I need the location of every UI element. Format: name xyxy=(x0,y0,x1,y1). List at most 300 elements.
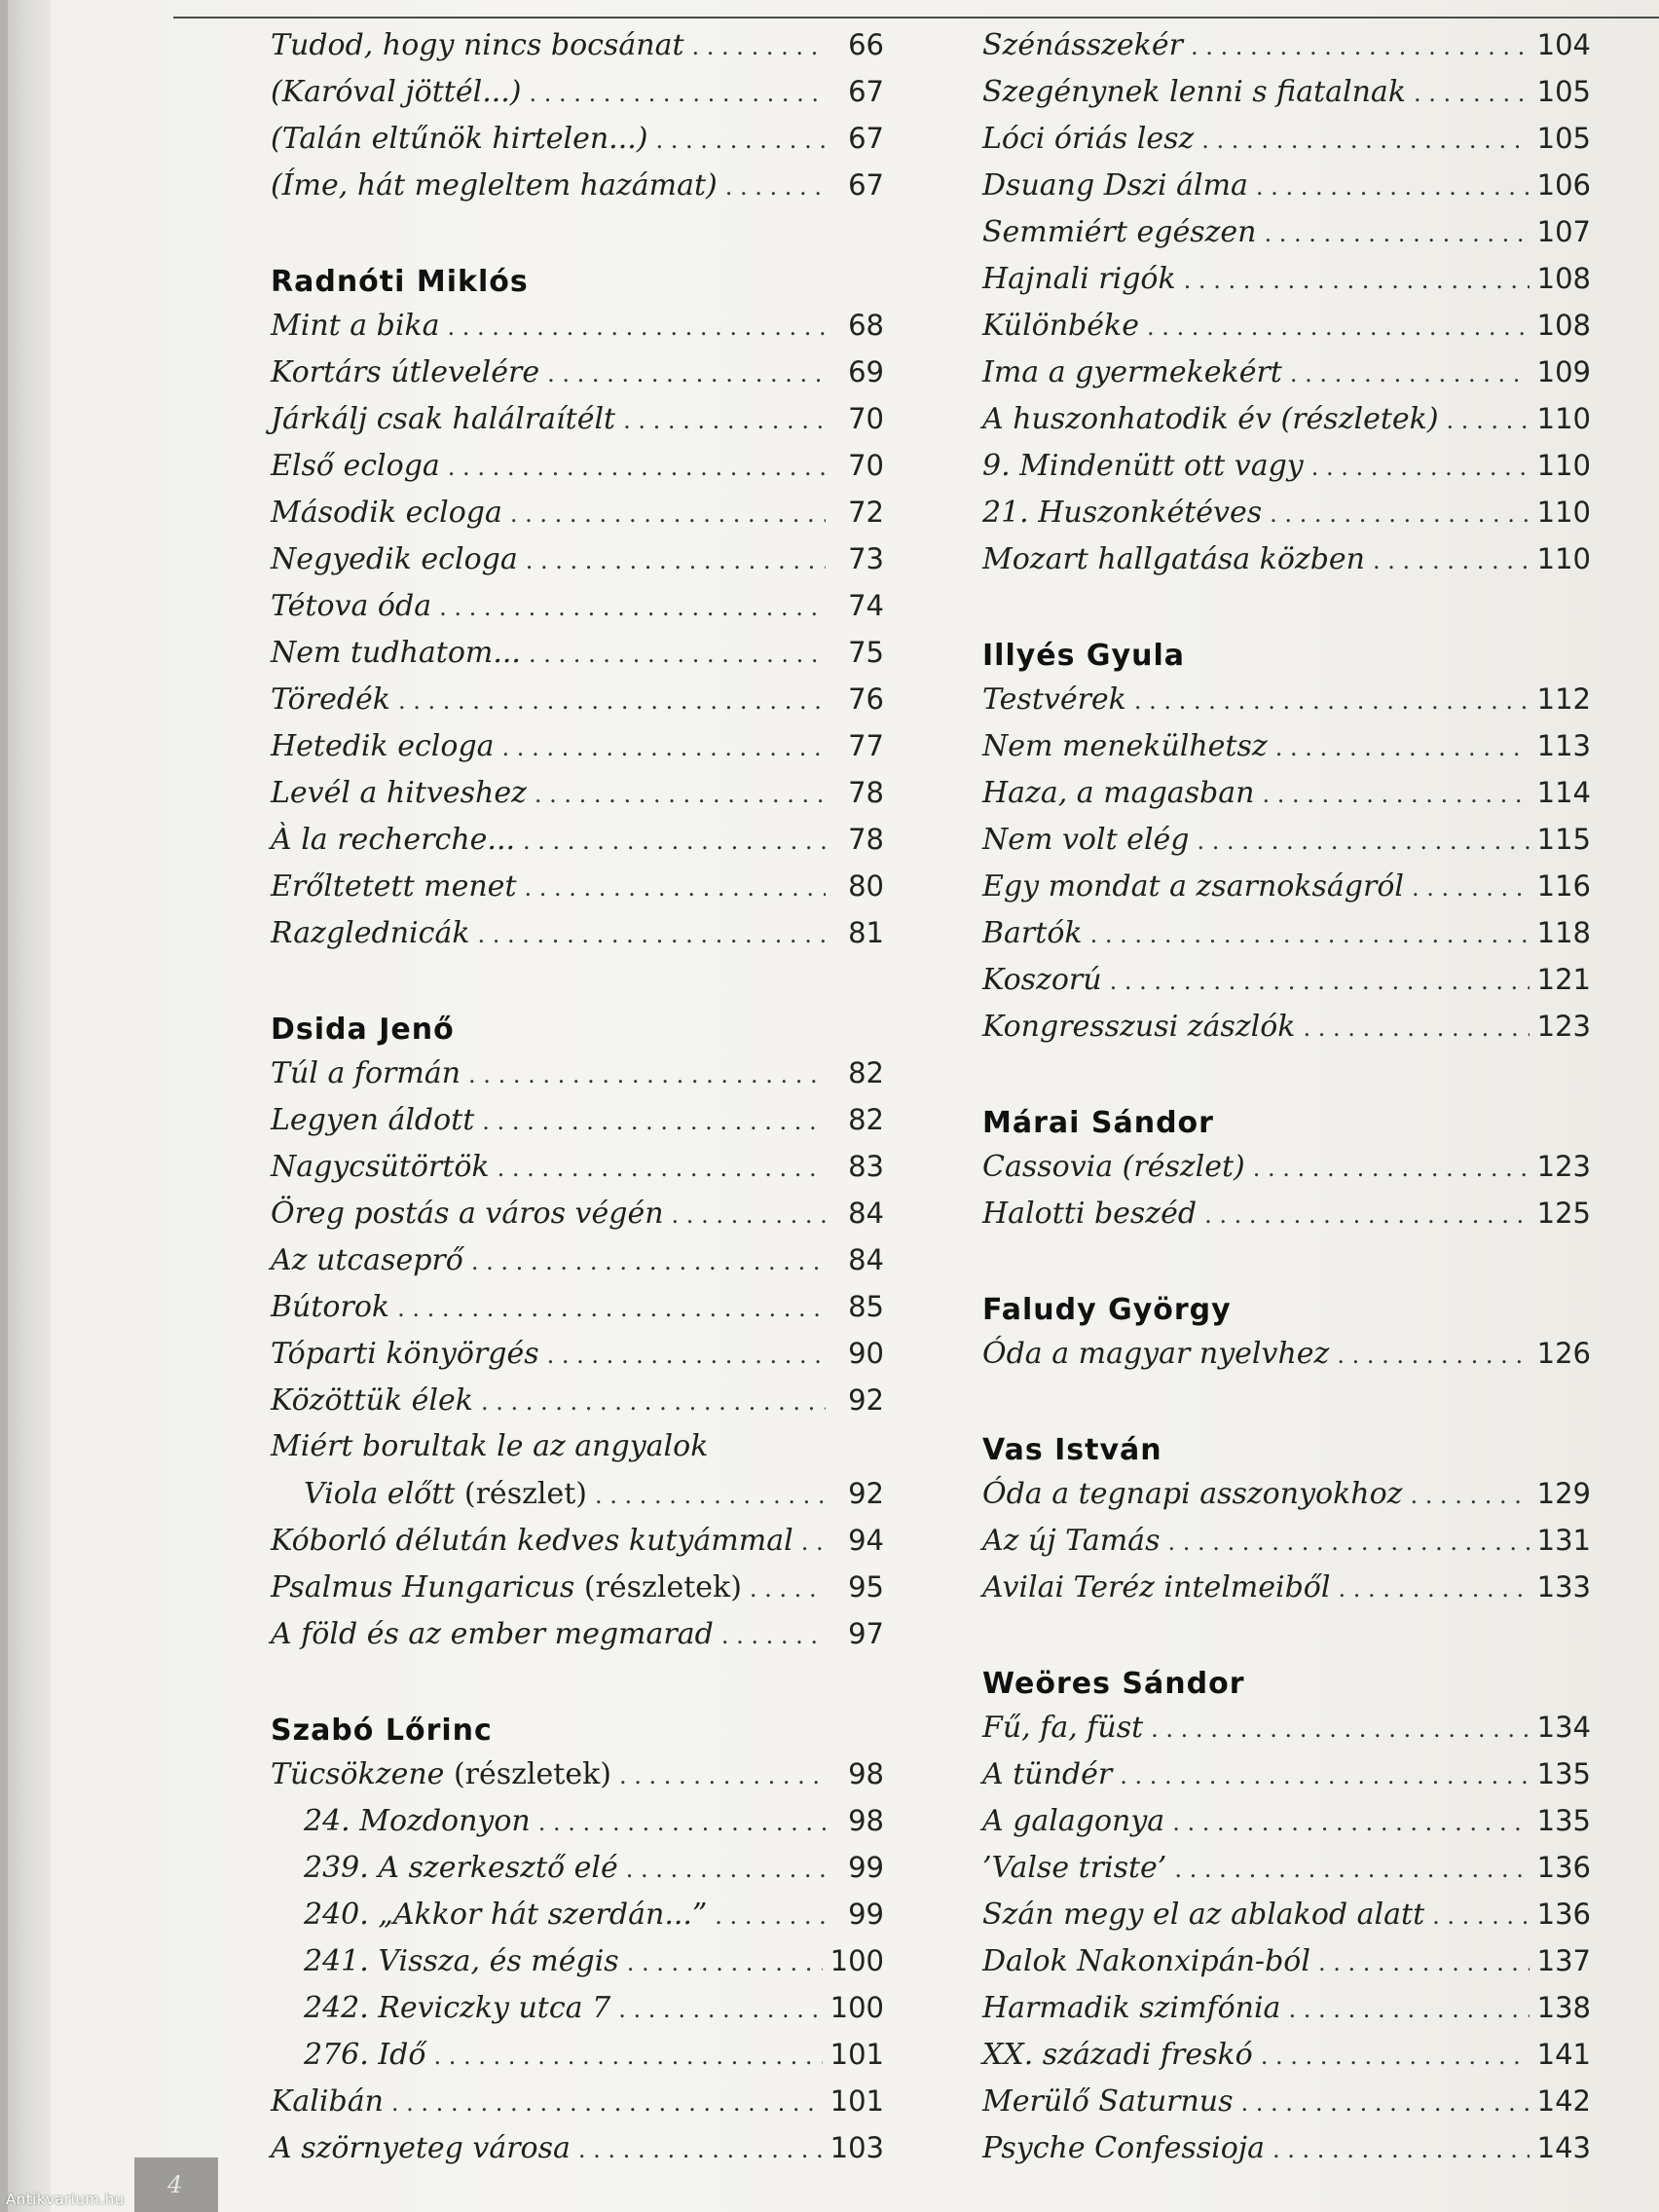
toc-entry xyxy=(982,1984,1591,2031)
dot-leader xyxy=(482,1098,826,1145)
entry-title-text: Nem volt elég xyxy=(982,823,1190,857)
entry-title xyxy=(271,1237,463,1284)
entry-page-number: 136 xyxy=(1536,1898,1591,1931)
entry-title-text: 276. Idő xyxy=(304,2038,426,2072)
toc-entry xyxy=(271,1377,884,1423)
entry-title-text: Avilai Teréz intelmeiből xyxy=(982,1570,1331,1604)
dot-leader xyxy=(1184,257,1530,304)
dot-leader xyxy=(1288,1986,1529,2033)
entry-page-number: 133 xyxy=(1536,1570,1591,1604)
entry-title-text: A szörnyeteg városa xyxy=(271,2131,571,2165)
entry-title-text: Harmadik szimfónia xyxy=(982,1991,1281,2025)
entry-title-text: 241. Vissza, és mégis xyxy=(304,1944,619,1978)
entry-title-text: Psyche Confessioja xyxy=(982,2131,1265,2165)
entry-title-text: Töredék xyxy=(271,682,390,717)
entry-title-text: Szán megy el az ablakod alatt xyxy=(982,1898,1425,1932)
entry-title-text: Erőltetett menet xyxy=(271,869,517,903)
dot-leader xyxy=(725,164,826,210)
toc-entry-line xyxy=(271,1423,884,1470)
entry-title-text: Első ecloga xyxy=(271,449,440,483)
entry-title-text: Második ecloga xyxy=(271,496,502,530)
dot-leader xyxy=(1412,865,1530,911)
toc-entry xyxy=(271,2078,884,2124)
entry-page-number: 75 xyxy=(848,636,884,669)
dot-leader xyxy=(1201,117,1529,164)
entry-title-text: Öreg postás a város végén xyxy=(271,1197,664,1231)
entry-page-number: 70 xyxy=(848,449,884,482)
entry-title xyxy=(982,256,1176,303)
entry-title xyxy=(271,443,440,490)
entry-page-number: 134 xyxy=(1536,1711,1591,1744)
toc-entry xyxy=(271,395,884,442)
toc-entry xyxy=(982,1844,1591,1891)
toc-entry xyxy=(982,2078,1591,2124)
toc-entry xyxy=(271,1844,884,1891)
top-rule xyxy=(173,17,1659,18)
entry-title-text: Semmiért egészen xyxy=(982,215,1257,249)
entry-page-number: 123 xyxy=(1536,1150,1591,1183)
entry-title-text: A huszonhatodik év (részletek) xyxy=(982,402,1439,436)
toc-entry xyxy=(271,1470,884,1517)
author-heading: Faludy György xyxy=(982,1293,1232,1327)
entry-title xyxy=(982,1705,1143,1751)
section-gap xyxy=(271,956,884,1003)
toc-entry xyxy=(271,1330,884,1377)
entry-page-number: 84 xyxy=(848,1197,884,1230)
entry-title-text: Tudod, hogy nincs bocsánat xyxy=(271,28,684,62)
toc-entry xyxy=(982,863,1591,909)
dot-leader xyxy=(619,1752,826,1799)
section-gap xyxy=(982,1050,1591,1096)
toc-entry xyxy=(982,1003,1591,1050)
entry-title-text: Koszorú xyxy=(982,963,1102,997)
dot-leader xyxy=(468,1051,826,1098)
dot-leader xyxy=(595,1472,826,1519)
dot-leader xyxy=(578,2126,823,2173)
entry-title xyxy=(271,1191,664,1237)
entry-page-number: 77 xyxy=(848,729,884,762)
entry-page-number: 68 xyxy=(848,309,884,342)
entry-title-text: Viola előtt xyxy=(304,1477,456,1511)
dot-leader xyxy=(538,1799,826,1846)
entry-title xyxy=(271,677,390,723)
toc-entry xyxy=(271,1751,884,1797)
entry-page-number: 103 xyxy=(830,2131,884,2164)
entry-page-number: 98 xyxy=(848,1757,884,1790)
toc-entry xyxy=(271,1236,884,1283)
entry-title xyxy=(982,1985,1280,2032)
entry-page-number: 109 xyxy=(1536,355,1591,388)
dot-leader xyxy=(1151,1706,1529,1752)
toc-entry xyxy=(271,1564,884,1610)
entry-title xyxy=(982,957,1102,1004)
toc-entry xyxy=(982,1143,1591,1190)
toc-entry xyxy=(271,1797,884,1844)
toc-entry xyxy=(271,1610,884,1657)
toc-entry xyxy=(982,208,1591,255)
toc-entry xyxy=(271,115,884,162)
toc-entry xyxy=(271,162,884,208)
dot-leader xyxy=(481,1379,826,1425)
entry-page-number: 110 xyxy=(1536,449,1591,482)
dot-leader xyxy=(750,1566,826,1612)
toc-entry xyxy=(982,956,1591,1003)
section-gap xyxy=(982,1377,1591,1423)
entry-title xyxy=(982,163,1248,209)
entry-title xyxy=(271,1611,714,1658)
dot-leader xyxy=(391,2080,823,2126)
entry-title xyxy=(271,817,515,864)
entry-title-text: Fű, fa, füst xyxy=(982,1711,1144,1745)
author-heading: Márai Sándor xyxy=(982,1106,1214,1140)
dot-leader xyxy=(1290,350,1530,397)
entry-title xyxy=(982,490,1262,536)
entry-title-text: 21. Huszonkétéves xyxy=(982,496,1263,530)
dot-leader xyxy=(529,631,826,678)
toc-entry xyxy=(982,1190,1591,1236)
entry-page-number: 105 xyxy=(1536,122,1591,155)
entry-title xyxy=(982,22,1183,69)
entry-title-text: Bartók xyxy=(982,916,1083,950)
entry-page-number: 123 xyxy=(1536,1010,1591,1043)
toc-entry xyxy=(271,535,884,582)
dot-leader xyxy=(1262,771,1529,818)
section-gap xyxy=(271,1657,884,1704)
entry-page-number: 131 xyxy=(1536,1524,1591,1557)
entry-title-text: (Talán eltűnök hirtelen...) xyxy=(271,122,648,156)
entry-title-text: A föld és az ember megmarad xyxy=(271,1617,714,1651)
toc-entry xyxy=(271,302,884,349)
dot-leader xyxy=(1147,304,1530,350)
toc-entry xyxy=(271,1190,884,1236)
dot-leader xyxy=(1120,1752,1529,1799)
entry-page-number: 76 xyxy=(848,682,884,716)
entry-title-text: Mozart hallgatása közben xyxy=(982,542,1365,576)
entry-page-number: 98 xyxy=(848,1804,884,1837)
dot-leader xyxy=(1090,911,1530,958)
entry-title xyxy=(271,864,517,910)
dot-leader xyxy=(672,1192,826,1238)
toc-entry xyxy=(271,629,884,676)
toc-entry xyxy=(982,1564,1591,1610)
dot-leader xyxy=(1172,1799,1529,1846)
entry-page-number: 83 xyxy=(848,1150,884,1183)
entry-title xyxy=(271,630,521,677)
entry-page-number: 110 xyxy=(1536,542,1591,575)
toc-entry xyxy=(271,676,884,722)
dot-leader xyxy=(397,1285,826,1332)
dot-leader xyxy=(1241,2080,1530,2126)
entry-title-text: Haza, a magasban xyxy=(982,776,1255,810)
entry-page-number: 78 xyxy=(848,776,884,809)
entry-page-number: 67 xyxy=(848,75,884,108)
toc-entry xyxy=(982,21,1591,68)
toc-left-column xyxy=(271,21,884,2171)
toc-entry xyxy=(271,1050,884,1096)
dot-leader xyxy=(1318,1939,1530,1986)
toc-entry xyxy=(982,722,1591,769)
section-gap xyxy=(982,1610,1591,1657)
author-heading: Illyés Gyula xyxy=(982,639,1185,673)
entry-page-number: 113 xyxy=(1536,729,1591,762)
dot-leader xyxy=(478,911,826,958)
toc-entry xyxy=(982,302,1591,349)
entry-page-number: 85 xyxy=(848,1290,884,1323)
entry-title xyxy=(982,1331,1329,1378)
entry-title xyxy=(982,69,1406,116)
entry-title xyxy=(271,1051,461,1097)
entry-title xyxy=(271,1331,539,1378)
entry-title-text: Cassovia (részlet) xyxy=(982,1150,1245,1184)
dot-leader xyxy=(433,2033,822,2080)
entry-title: Miért borultak le az angyalok xyxy=(271,1429,709,1463)
dot-leader xyxy=(801,1519,826,1566)
dot-leader xyxy=(692,23,826,70)
toc-entry xyxy=(271,489,884,535)
entry-title-text: Razglednicák xyxy=(271,916,470,950)
entry-page-number: 129 xyxy=(1536,1477,1591,1510)
entry-title xyxy=(271,536,518,583)
toc-entry xyxy=(271,1984,884,2031)
entry-title xyxy=(982,723,1268,770)
author-heading: Radnóti Miklós xyxy=(271,265,529,299)
entry-title-text: Óda a tegnapi asszonyokhoz xyxy=(982,1477,1403,1511)
toc-entry xyxy=(982,442,1591,489)
entry-title-text: Közöttük élek xyxy=(271,1383,473,1418)
dot-leader xyxy=(1110,958,1530,1005)
entry-page-number: 90 xyxy=(848,1337,884,1370)
dot-leader xyxy=(1337,1332,1529,1379)
dot-leader xyxy=(448,304,826,350)
dot-leader xyxy=(1311,444,1530,491)
entry-page-number: 143 xyxy=(1536,2131,1591,2164)
entry-title-text: Nem menekülhetsz xyxy=(982,729,1268,763)
entry-page-number: 114 xyxy=(1536,776,1591,809)
entry-title xyxy=(271,910,470,957)
toc-entry xyxy=(982,349,1591,395)
entry-title-text: Különbéke xyxy=(982,309,1139,343)
entry-page-number: 99 xyxy=(848,1851,884,1884)
entry-title xyxy=(304,1985,610,2032)
dot-leader xyxy=(1174,1846,1529,1893)
toc-entry xyxy=(271,863,884,909)
entry-page-number: 97 xyxy=(848,1617,884,1650)
entry-title xyxy=(271,490,502,536)
entry-title-text: Az utcaseprő xyxy=(271,1243,463,1277)
entry-page-number: 135 xyxy=(1536,1804,1591,1837)
entry-title-text: Tücsökzene xyxy=(271,1757,445,1791)
entry-title-text: ’Valse triste’ xyxy=(982,1851,1167,1885)
toc-entry xyxy=(982,395,1591,442)
page-number-badge xyxy=(134,2157,218,2212)
toc-entry xyxy=(982,1330,1591,1377)
dot-leader xyxy=(1261,2033,1530,2080)
dot-leader xyxy=(1256,164,1530,210)
toc-entry xyxy=(982,909,1591,956)
entry-page-number: 106 xyxy=(1536,168,1591,202)
entry-title xyxy=(982,910,1083,957)
toc-right-column xyxy=(982,21,1591,2171)
entry-title-text: Bútorok xyxy=(271,1290,390,1324)
entry-title-text: Negyedik ecloga xyxy=(271,542,518,576)
entry-page-number: 82 xyxy=(848,1103,884,1136)
toc-entry xyxy=(271,68,884,115)
dot-leader xyxy=(1303,1005,1529,1051)
toc-entry xyxy=(271,1283,884,1330)
entry-page-number: 72 xyxy=(848,496,884,529)
entry-title-text: Kongresszusi zászlók xyxy=(982,1010,1296,1044)
entry-title xyxy=(271,2079,384,2125)
toc-entry xyxy=(982,1517,1591,1564)
entry-title xyxy=(271,1751,611,1798)
spine-shadow xyxy=(0,0,8,2212)
entry-title xyxy=(304,1798,531,1845)
entry-title xyxy=(304,1938,619,1985)
toc-entry xyxy=(982,1751,1591,1797)
dot-leader xyxy=(618,1986,822,2033)
entry-page-number: 70 xyxy=(848,402,884,435)
entry-title xyxy=(982,770,1254,817)
entry-title xyxy=(982,443,1304,490)
toc-entry xyxy=(982,1470,1591,1517)
entry-title-text: Ima a gyermekekért xyxy=(982,355,1282,389)
entry-page-number: 135 xyxy=(1536,1757,1591,1790)
entry-title xyxy=(982,2125,1265,2172)
dot-leader xyxy=(1134,678,1530,724)
entry-title xyxy=(982,1565,1330,1611)
dot-leader xyxy=(1410,1472,1529,1519)
dot-leader xyxy=(398,678,826,724)
section-gap xyxy=(982,1236,1591,1283)
dot-leader xyxy=(1447,397,1530,444)
entry-title xyxy=(304,1471,587,1518)
dot-leader xyxy=(547,350,826,397)
entry-title xyxy=(982,1751,1112,1798)
toc-entry xyxy=(271,442,884,489)
entry-title-text: Dsuang Dszi álma xyxy=(982,168,1248,203)
author-heading: Dsida Jenő xyxy=(271,1013,455,1047)
entry-title-text: Legyen áldott xyxy=(271,1103,475,1137)
entry-page-number: 108 xyxy=(1536,262,1591,295)
entry-title xyxy=(982,1892,1424,1938)
entry-title xyxy=(271,350,539,396)
entry-page-number: 78 xyxy=(848,823,884,856)
dot-leader xyxy=(626,1846,826,1893)
entry-page-number: 101 xyxy=(830,2084,884,2118)
dot-leader xyxy=(1191,23,1530,70)
entry-title-text: Halotti beszéd xyxy=(982,1197,1198,1231)
entry-title xyxy=(271,303,440,350)
entry-page-number: 94 xyxy=(848,1524,884,1557)
entry-page-number: 107 xyxy=(1536,215,1591,248)
dot-leader xyxy=(1338,1566,1529,1612)
entry-page-number: 95 xyxy=(848,1570,884,1604)
entry-title-text: Psalmus Hungaricus xyxy=(271,1570,575,1604)
toc-entry xyxy=(271,909,884,956)
entry-title xyxy=(271,1097,474,1144)
entry-title xyxy=(982,1798,1164,1845)
entry-page-number: 138 xyxy=(1536,1991,1591,2024)
entry-page-number: 110 xyxy=(1536,496,1591,529)
toc-entry xyxy=(982,115,1591,162)
entry-title xyxy=(271,770,527,817)
entry-title xyxy=(982,1845,1166,1892)
toc-entry xyxy=(271,816,884,863)
toc-entry xyxy=(982,2124,1591,2171)
entry-title xyxy=(271,1518,793,1565)
dot-leader xyxy=(1167,1519,1529,1566)
toc-entry xyxy=(271,1517,884,1564)
toc-entry xyxy=(271,1891,884,1937)
page-number: 4 xyxy=(167,2171,183,2198)
entry-title-text: Nagycsütörtök xyxy=(271,1150,490,1184)
entry-title-text: XX. századi freskó xyxy=(982,2038,1253,2072)
entry-title xyxy=(271,116,647,163)
toc-entry xyxy=(271,1143,884,1190)
toc-entry xyxy=(271,2031,884,2078)
entry-title xyxy=(271,723,495,770)
toc-entry xyxy=(982,2031,1591,2078)
toc-entry xyxy=(982,535,1591,582)
toc-entry xyxy=(982,816,1591,863)
entry-title xyxy=(271,1284,389,1331)
entry-title-text: Járkálj csak halálraítélt xyxy=(271,402,616,436)
entry-title xyxy=(982,2079,1234,2125)
entry-title-text: Az új Tamás xyxy=(982,1524,1161,1558)
entry-title xyxy=(304,1892,707,1938)
entry-title-text: 242. Reviczky utca 7 xyxy=(304,1991,611,2025)
entry-page-number: 99 xyxy=(848,1898,884,1931)
toc-entry xyxy=(982,255,1591,302)
toc-entry xyxy=(271,769,884,816)
toc-entry xyxy=(271,1096,884,1143)
dot-leader xyxy=(1414,70,1530,117)
entry-title xyxy=(271,163,718,209)
dot-leader xyxy=(526,537,826,584)
entry-title xyxy=(982,303,1139,350)
dot-leader xyxy=(510,491,826,537)
dot-leader xyxy=(623,397,826,444)
entry-title-text: Óda a magyar nyelvhez xyxy=(982,1337,1330,1371)
toc-entry xyxy=(271,722,884,769)
entry-page-number: 116 xyxy=(1536,869,1591,903)
entry-page-number: 82 xyxy=(848,1056,884,1089)
entry-page-number: 100 xyxy=(830,1944,884,1977)
dot-leader xyxy=(1432,1893,1530,1939)
toc-entry xyxy=(982,162,1591,208)
entry-page-number: 105 xyxy=(1536,75,1591,108)
entry-title xyxy=(271,69,522,116)
dot-leader xyxy=(1253,1145,1530,1192)
toc-entry xyxy=(982,1937,1591,1984)
entry-title xyxy=(304,1845,618,1892)
entry-title xyxy=(982,350,1282,396)
entry-title-text: Lóci óriás lesz xyxy=(982,122,1195,156)
entry-title xyxy=(982,1471,1402,1518)
dot-leader xyxy=(715,1893,826,1939)
entry-title-text: A tündér xyxy=(982,1757,1113,1791)
toc-entry xyxy=(271,1937,884,1984)
toc-entry xyxy=(982,1797,1591,1844)
entry-page-number: 104 xyxy=(1536,28,1591,61)
dot-leader xyxy=(523,818,826,865)
entry-title xyxy=(982,116,1194,163)
entry-title-suffix: (részletek) xyxy=(583,1570,742,1604)
entry-title-text: Szénásszekér xyxy=(982,28,1183,62)
entry-page-number: 108 xyxy=(1536,309,1591,342)
entry-page-number: 80 xyxy=(848,869,884,903)
entry-page-number: 112 xyxy=(1536,682,1591,716)
